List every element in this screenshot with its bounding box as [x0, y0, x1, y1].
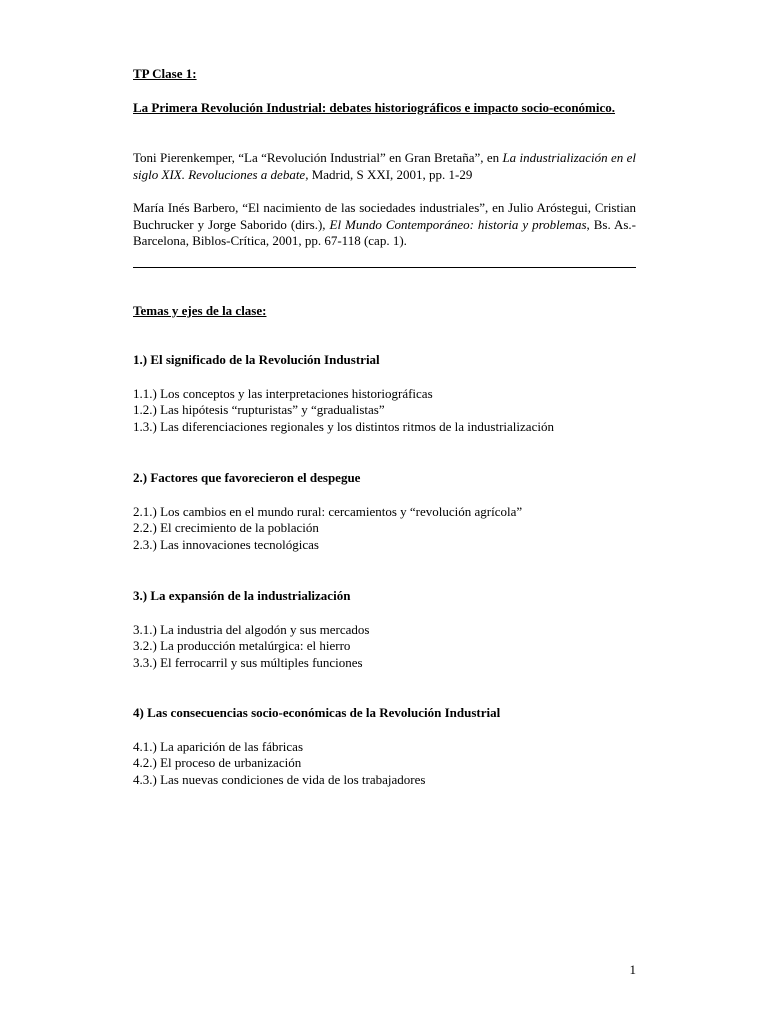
- section-item: 4.3.) Las nuevas condiciones de vida de los trabajadores: [133, 771, 426, 787]
- reference-1-book: La industrialización en el siglo XIX. Revoluciones a debate: [133, 150, 636, 182]
- section-item: 3.1.) La industria del algodón y sus mercados: [133, 621, 370, 637]
- section-heading: 3.) La expansión de la industrialización: [133, 588, 351, 603]
- reference-1: [133, 150, 636, 183]
- section-4: [133, 705, 636, 788]
- section-item: 4.1.) La aparición de las fábricas: [133, 738, 304, 754]
- section-item: 2.2.) El crecimiento de la población: [133, 520, 319, 535]
- reference-1-publisher: , Madrid, S XXI, 2001, pp. 1-29: [305, 166, 473, 182]
- reference-2: [133, 200, 636, 250]
- section-item: 3.2.) La producción metalúrgica: el hierro: [133, 638, 351, 653]
- horizontal-divider: [133, 267, 636, 268]
- page-number: 1: [629, 962, 636, 977]
- section-item: 2.1.) Los cambios en el mundo rural: cercamientos y “revolución agrícola”: [133, 503, 523, 519]
- reference-2-book: El Mundo Contemporáneo: historia y problemas: [329, 216, 587, 232]
- section-item: 1.1.) Los conceptos y las interpretaciones historiográficas: [133, 385, 433, 401]
- section-heading: 2.) Factores que favorecieron el despegue: [133, 470, 361, 485]
- topics-heading: Temas y ejes de la clase:: [133, 303, 267, 318]
- section-item: 2.3.) Las innovaciones tecnológicas: [133, 536, 319, 552]
- reference-2-text: María Inés Barbero, “El nacimiento de las sociedades industriales”, en Julio Aróstegui, Cristian Buchrucker y Jorge Saborido (dirs.),: [133, 200, 636, 232]
- section-heading: 1.) El significado de la Revolución Industrial: [133, 352, 380, 367]
- section-item: 4.2.) El proceso de urbanización: [133, 755, 302, 770]
- section-item: 3.3.) El ferrocarril y sus múltiples funciones: [133, 654, 363, 670]
- section-item: 1.3.) Las diferenciaciones regionales y los distintos ritmos de la industrialización: [133, 418, 554, 434]
- section-heading: 4) Las consecuencias socio-económicas de la Revolución Industrial: [133, 705, 501, 720]
- section-2: [133, 470, 636, 553]
- document-title: La Primera Revolución Industrial: debates historiográficos e impacto socio-económico.: [133, 100, 616, 115]
- section-1: [133, 352, 636, 435]
- reference-1-text: Toni Pierenkemper, “La “Revolución Industrial” en Gran Bretaña”, en: [133, 150, 503, 165]
- assignment-label: TP Clase 1:: [133, 66, 197, 81]
- section-3: [133, 588, 636, 671]
- reference-2-publisher: , Bs. As.-Barcelona, Biblos-Crítica, 2001, pp. 67-118 (cap. 1).: [133, 216, 636, 248]
- section-item: 1.2.) Las hipótesis “rupturistas” y “gradualistas”: [133, 402, 385, 417]
